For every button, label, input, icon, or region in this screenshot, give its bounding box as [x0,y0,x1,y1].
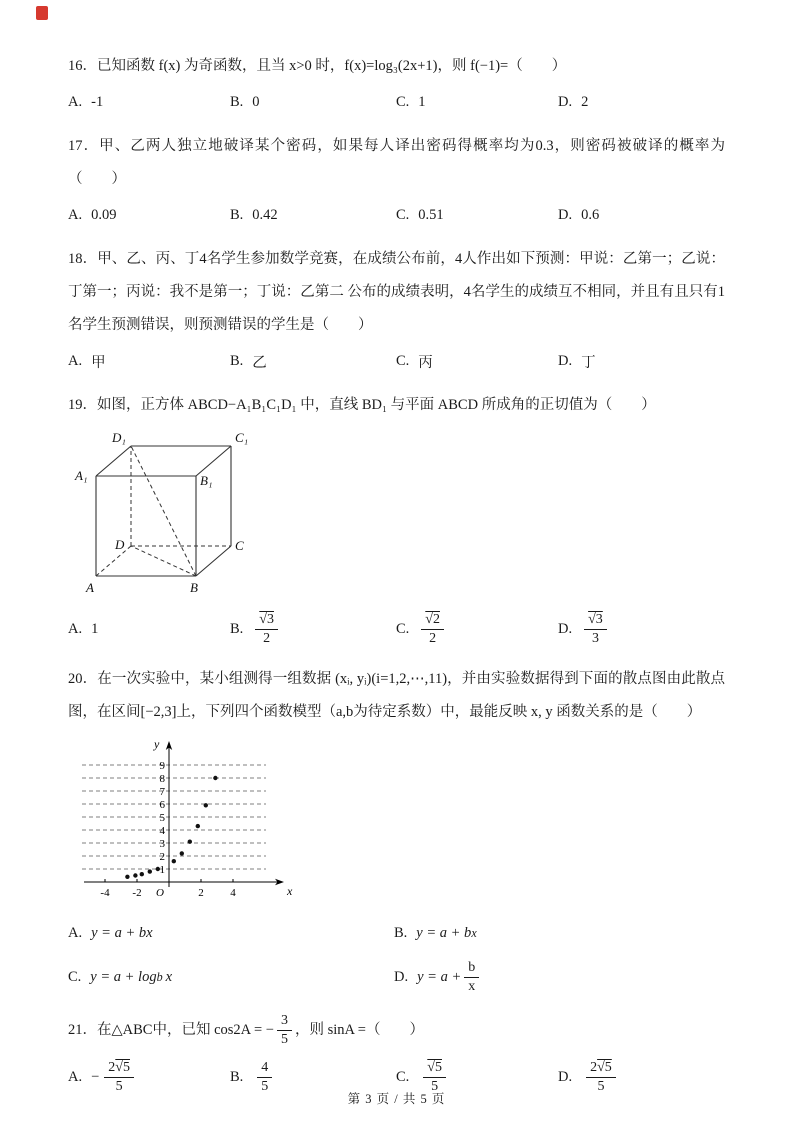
q18-option-a [68,351,230,372]
option-value: 丁 [581,354,596,371]
radical: √5 [597,1060,612,1075]
option-letter: A. [68,352,83,369]
q20-option-d [394,955,720,999]
fraction: $\frac{2√5}{5}$ [586,1059,616,1095]
svg-text:x: x [287,884,293,898]
option-letter: D. [558,620,573,637]
question-16 [68,50,725,121]
q17-options [68,196,725,234]
q16-option-c [396,94,558,111]
option-value: 1 [418,93,426,110]
question-20 [68,663,725,999]
fraction: $\frac{4}{5}$ [257,1059,272,1095]
q17-stem: 17．甲、乙两人独立地破译某个密码，如果每人译出密码得概率均为0.3，则密码被破译的概率为（ ） [68,138,725,187]
fraction: $\frac{b}{x}$ [464,959,479,995]
option-letter: B. [230,1068,244,1085]
q19-option-a [68,621,230,638]
option-letter: C. [396,1068,410,1085]
svg-text:9: 9 [159,759,165,772]
option-letter: A. [68,1068,83,1085]
option-letter: C. [396,620,410,637]
q18-option-d [558,351,596,372]
q16-option-b [230,94,396,111]
q21-stem [68,1008,725,1052]
option-letter: C. [396,206,410,223]
q17-option-b [230,207,396,224]
option-letter: C. [68,968,82,985]
scatter-figure [74,735,725,907]
question-17 [68,130,725,234]
option-letter: B. [230,352,244,369]
option-value: 甲 [91,354,106,371]
option-letter: D. [558,1068,573,1085]
question-19 [68,389,725,654]
option-value: 1 [91,620,99,637]
option-value: y = a + bx [91,924,153,941]
q20-option-c [68,955,394,999]
svg-text:5: 5 [159,811,165,824]
svg-text:1: 1 [159,863,165,876]
svg-text:8: 8 [159,772,165,785]
question-21 [68,1008,725,1102]
option-letter: B. [230,93,244,110]
option-letter: A. [68,93,83,110]
option-letter: A. [68,924,83,941]
fraction: $\frac{√3}{3}$ [584,611,607,647]
svg-text:2: 2 [159,850,165,863]
q19-option-b [230,611,396,647]
cube-label-d1: D₁ [112,430,126,445]
radical: √3 [259,612,274,627]
option-value: 0.42 [252,206,278,223]
q20-option-b [394,911,720,955]
question-18 [68,243,725,380]
option-value-suffix: x [165,968,173,985]
fraction: $\frac{2√5}{5}$ [104,1059,134,1095]
svg-text:4: 4 [159,824,165,837]
option-letter: B. [230,620,244,637]
fraction: $\frac{√2}{2}$ [421,611,444,647]
q20-stem: 20．在一次实验中，某小组测得一组数据 (xᵢ, yᵢ)(i=1,2,⋯,11)，并由实验数据得到下面的散点图由此散点图，在区间[−2,3]上，下列四个函数模型（a,b为待定系数）中，最能反映 x, y 函数关系的是（ ） [68,671,725,720]
q16-option-d [558,94,588,111]
svg-text:y: y [154,737,160,751]
q20-options [68,911,725,999]
q17-option-d [558,207,599,224]
q18-option-b [230,351,396,372]
subscript: b [156,969,163,984]
q17-option-a [68,207,230,224]
q21-stem-prefix: 21．在△ABC中，已知 cos2A = − [68,1021,274,1038]
option-value: 乙 [252,354,267,371]
option-letter: C. [396,93,410,110]
q16-stem: 16．已知函数 f(x) 为奇函数，且当 x>0 时，f(x)=log₃(2x+1)，则 f(−1)=（ ） [68,58,567,74]
cube-label-d: D [115,537,125,552]
cube-figure [74,428,725,600]
q20-option-a [68,911,394,955]
minus-sign: − [91,1068,100,1085]
q19-option-d [558,611,610,647]
scatter-plot [74,735,306,907]
option-letter: D. [394,968,409,985]
q16-options [68,83,725,121]
svg-text:6: 6 [159,798,165,811]
cube-label-b: B [190,580,198,595]
radical: √2 [425,612,440,627]
svg-text:-4: -4 [100,887,110,899]
q19-option-c [396,611,558,647]
svg-text:3: 3 [159,837,165,850]
svg-text:O: O [156,887,164,899]
svg-text:7: 7 [159,785,165,798]
cube-diagram [74,428,264,600]
q18-stem: 18．甲、乙、丙、丁4名学生参加数学竞赛，在成绩公布前，4人作出如下预测：甲说：乙第一；乙说：丁第一；丙说：我不是第一；丁说：乙第二 公布的成绩表明，4名学生的成绩互不相同，并且有且只有1名学生预测错误，则预测错误的学生是（ ） [68,251,725,333]
option-value: -1 [91,93,104,110]
option-value: 0.51 [418,206,444,223]
svg-text:2: 2 [198,887,204,899]
superscript: x [471,925,477,940]
option-letter: B. [394,924,408,941]
fraction: $\frac{√3}{2}$ [255,611,278,647]
option-value: 0 [252,93,260,110]
cube-label-a1: A₁ [75,468,88,483]
q18-options [68,342,725,380]
q21-stem-suffix: ，则 sinA =（ ） [294,1021,424,1038]
fraction: $\frac{√5}{5}$ [423,1059,446,1095]
cube-label-c1: C₁ [235,430,249,445]
option-letter: D. [558,206,573,223]
q18-option-c [396,351,558,372]
svg-text:-2: -2 [132,887,142,899]
option-letter: D. [558,93,573,110]
cube-label-b1: B₁ [200,473,213,488]
option-value: y = a + b [416,924,472,941]
q19-stem: 19．如图，正方体 ABCD−A₁B₁C₁D₁ 中，直线 BD₁ 与平面 ABCD 所成角的正切值为（ ） [68,397,656,413]
svg-text:4: 4 [230,887,236,899]
option-value: 丙 [418,354,433,371]
radical: √5 [115,1060,130,1075]
option-value: y = a + log [90,968,157,985]
q19-options [68,604,725,654]
radical: √3 [588,612,603,627]
radical: √5 [427,1060,442,1075]
option-letter: B. [230,206,244,223]
option-value: 0.09 [91,206,117,223]
fraction: $\frac{3}{5}$ [277,1012,292,1048]
page-footer: 第 3 页 / 共 5 页 [347,1092,446,1106]
option-value: y = a + [417,968,462,985]
option-letter: A. [68,620,83,637]
option-value: 0.6 [581,206,600,223]
cube-label-c: C [235,538,244,553]
q17-option-c [396,207,558,224]
option-letter: C. [396,352,410,369]
option-letter: A. [68,206,83,223]
cube-label-a: A [86,580,94,595]
option-letter: D. [558,352,573,369]
q16-option-a [68,94,230,111]
option-value: 2 [581,93,589,110]
watermark-logo-icon [36,6,48,20]
